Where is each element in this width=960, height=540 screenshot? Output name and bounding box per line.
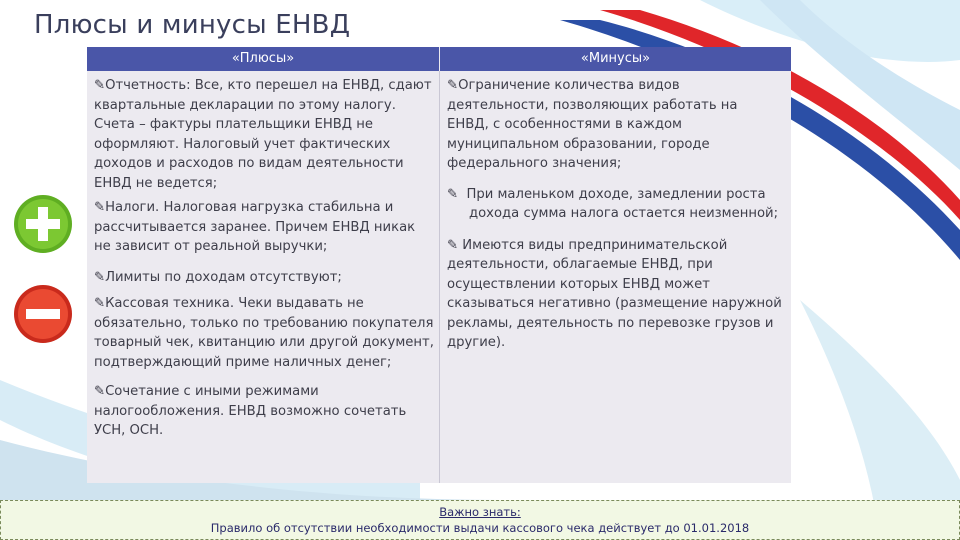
minus-circle-icon [12, 283, 74, 345]
pros-cons-table [87, 47, 791, 483]
pros-item-combination: ✎Сочетание с иными режимами налогообложения. ЕНВД возможно сочетать УСН, ОСН. [94, 384, 407, 438]
plus-circle-icon [12, 193, 74, 255]
important-note-text: Правило об отсутствии необходимости выдачи кассового чека действует до 01.01.2018 [210, 521, 750, 535]
important-note-label: Важно знать: [439, 505, 521, 519]
cons-item-restrictions: ✎Ограничение количества видов деятельности, позволяющих работать на ЕНВД, с особенностями в каждом муниципальном образовании, городе федерального значения; [447, 78, 738, 171]
pros-item-limits: ✎Лимиты по доходам отсутствуют; [94, 269, 342, 285]
pros-item-reporting: ✎Отчетность: Все, кто перешел на ЕНВД, сдают квартальные декларации по этому налогу. Счета – фактуры плательщики ЕНВД не оформляют. Налоговый учет фактических доходов и расходов по видам деятельности ЕНВД не ведется; [94, 78, 432, 191]
cons-column [447, 73, 783, 353]
header-pros: «Плюсы» [87, 47, 439, 71]
cons-item-negative-cases: ✎ Имеются виды предпринимательской деятельности, облагаемые ЕНВД, при осуществлении которых ЕНВД может сказываться негативно (размещение наружной рекламы, деятельность по перевозке грузов и другие). [447, 237, 782, 350]
page-title: Плюсы и минусы ЕНВД [34, 10, 351, 40]
pros-item-taxes: ✎Налоги. Налоговая нагрузка стабильна и рассчитывается заранее. Причем ЕНВД никак не зависит от реальной выручки; [94, 200, 416, 254]
column-divider [439, 71, 440, 483]
important-note [0, 500, 960, 540]
pros-item-cash-register: ✎Кассовая техника. Чеки выдавать не обязательно, только по требованию покупателя товарный чек, квитанцию или другой документ, подтверждающий приме наличных денег; [94, 296, 434, 370]
cons-item-fixed-tax: ✎ При маленьком доходе, замедлении роста дохода сумма налога остается неизменной; [447, 186, 779, 221]
header-cons: «Минусы» [440, 47, 791, 71]
pros-column [94, 73, 434, 441]
